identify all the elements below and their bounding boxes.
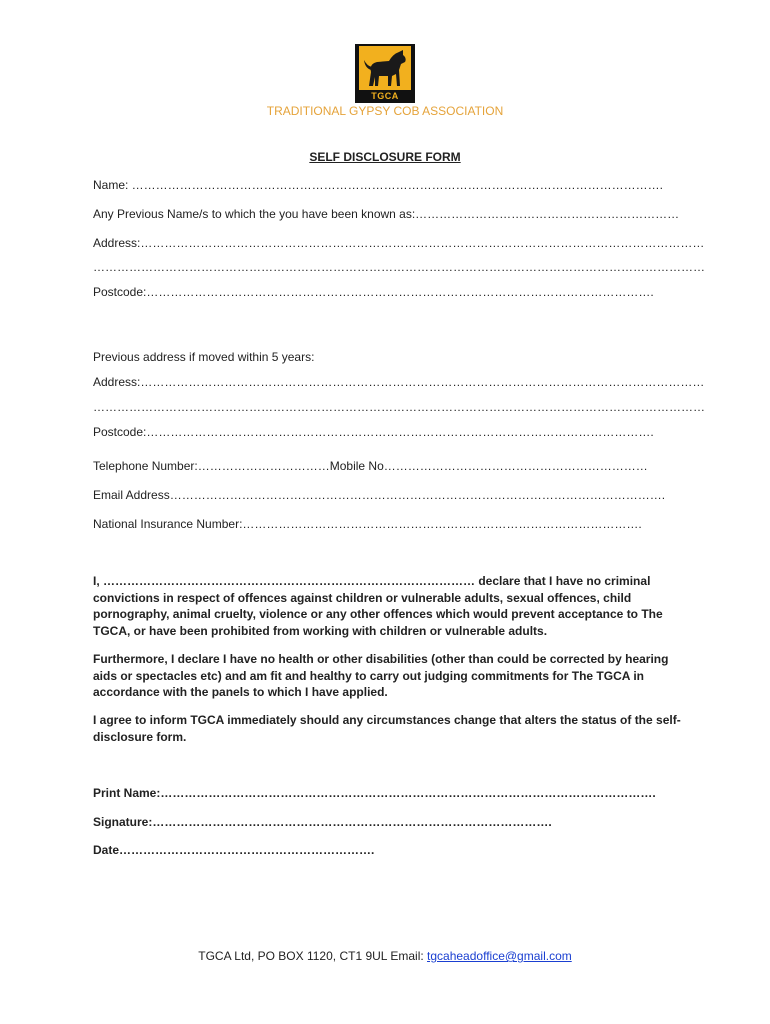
national-insurance-field[interactable]: National Insurance Number:………………………………………………………………………………………. [93,517,642,531]
address-field-line-2[interactable]: ……………………………………………………………………………………………………………………………………… [93,260,705,274]
health-declaration-paragraph: Furthermore, I declare I have no health or other disabilities (other than could be corrected by hearing aids or spectacles etc) and am fit and healthy to carry out judging commitments for The TGCA in accordance with the panels to which I have applied. [93,652,669,699]
previous-names-field[interactable]: Any Previous Name/s to which the you have been known as:………………………………………………………… [93,207,680,221]
previous-address-label: Previous address if moved within 5 years: [93,350,315,364]
previous-address-field-line-2[interactable]: ……………………………………………………………………………………………………………………………………… [93,400,705,414]
logo-text: TGCA [371,91,399,101]
tgca-logo [355,44,415,103]
telephone-field[interactable]: Telephone Number:……………………………Mobile No………………………………………………………… [93,459,648,473]
footer-address: TGCA Ltd, PO BOX 1120, CT1 9UL Email: [198,949,428,963]
previous-address-field[interactable]: Address:…………………………………………………………………………………………………………………………… [93,375,705,389]
footer [0,949,770,963]
declaration-paragraph: I, ………………………………………………………………………………… declare that I have no criminal convictions in respect of offences against children or vulnerable adults, sexual offences, child pornography, animal cruelty, violence or any other offences which would prevent acceptance to The TGCA, or have been prohibited from working with children or vulnerable adults. [93,574,663,638]
horse-logo-icon [359,46,411,90]
signature-field[interactable]: Signature:………………………………………………………………………………………. [93,815,552,829]
name-field[interactable]: Name: ……………………………………………………………………………………………………………………. [93,178,664,192]
address-field[interactable]: Address:…………………………………………………………………………………………………………………………… [93,236,705,250]
print-name-field[interactable]: Print Name:……………………………………………………………………………………………………………. [93,786,656,800]
association-name: TRADITIONAL GYPSY COB ASSOCIATION [266,104,504,118]
email-field[interactable]: Email Address……………………………………………………………………………………………………………. [93,488,666,502]
postcode-field[interactable]: Postcode:………………………………………………………………………………………………………………. [93,285,654,299]
email-link[interactable]: tgcaheadoffice@gmail.com [427,949,572,963]
previous-postcode-field[interactable]: Postcode:………………………………………………………………………………………………………………. [93,425,654,439]
date-field[interactable]: Date………………………………………………………. [93,843,375,857]
form-title: SELF DISCLOSURE FORM [309,150,461,164]
agreement-paragraph: I agree to inform TGCA immediately should any circumstances change that alters the status of the self-disclosure form. [93,713,681,744]
